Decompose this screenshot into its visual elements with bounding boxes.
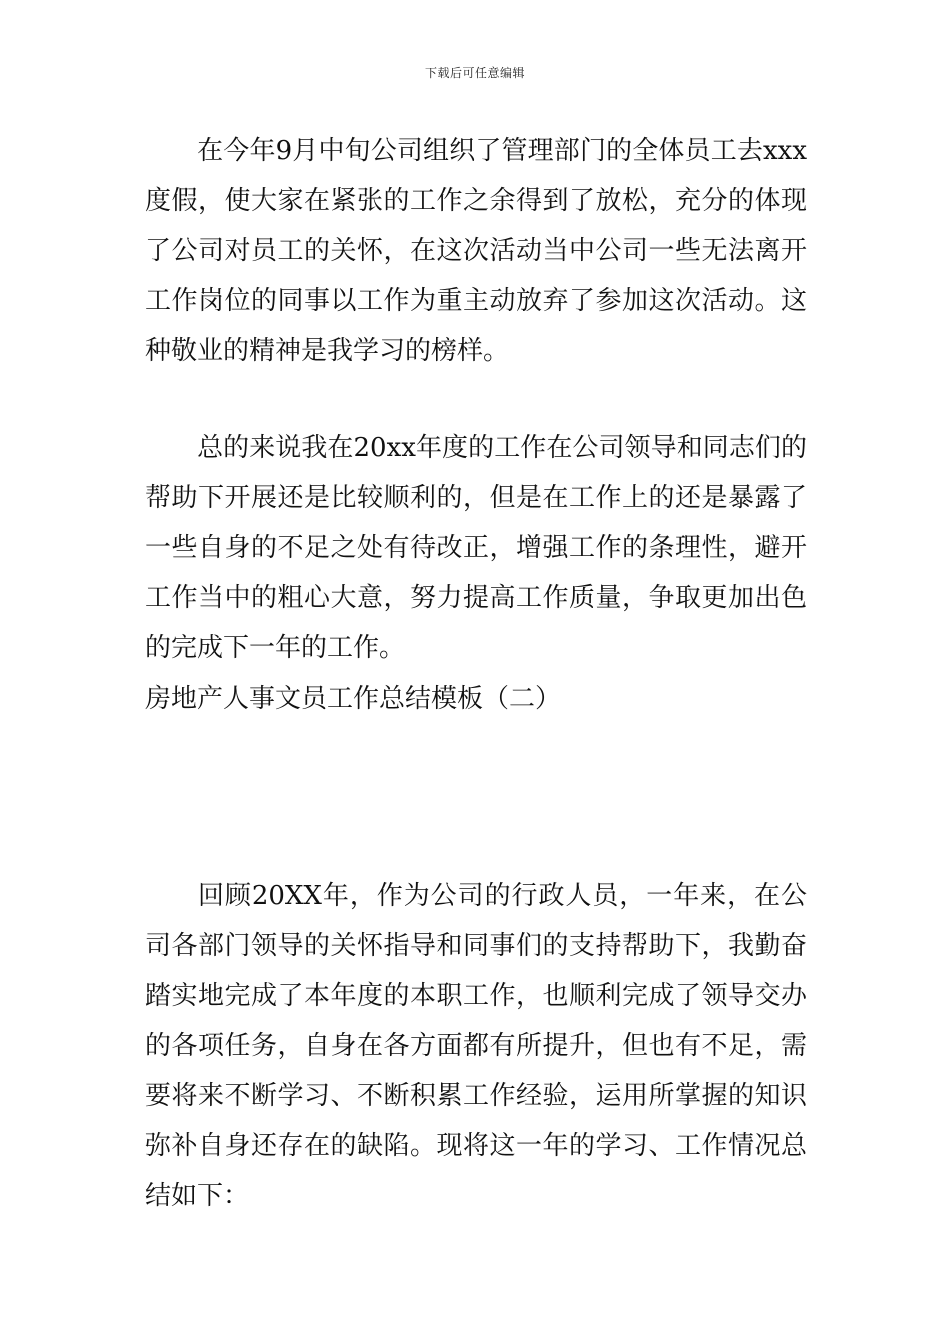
body-paragraph: [145, 871, 807, 1221]
section-heading: 房地产人事文员工作总结模板（二）: [145, 684, 562, 714]
paragraph-text: 在今年9月中旬公司组织了管理部门的全体员工去xxx度假，使大家在紧张的工作之余得到了放松，充分的体现了公司对员工的关怀，在这次活动当中公司一些无法离开工作岗位的同事以工作为重主动放弃了参加这次活动。这种敬业的精神是我学习的榜样。: [145, 136, 807, 366]
paragraph-text: 总的来说我在20xx年度的工作在公司领导和同志们的帮助下开展还是比较顺利的，但是在工作上的还是暴露了一些自身的不足之处有待改正，增强工作的条理性，避开工作当中的粗心大意，努力提高工作质量，争取更加出色的完成下一年的工作。: [145, 433, 807, 663]
header-note: 下载后可任意编辑: [424, 66, 525, 80]
body-paragraph: [145, 126, 807, 376]
body-paragraph: [145, 423, 807, 673]
paragraph-text: 回顾20XX年，作为公司的行政人员，一年来，在公司各部门领导的关怀指导和同事们的支持帮助下，我勤奋踏实地完成了本年度的本职工作，也顺利完成了领导交办的各项任务，自身在各方面都有所提升，但也有不足，需要将来不断学习、不断积累工作经验，运用所掌握的知识弥补自身还存在的缺陷。现将这一年的学习、工作情况总结如下：: [145, 881, 807, 1211]
